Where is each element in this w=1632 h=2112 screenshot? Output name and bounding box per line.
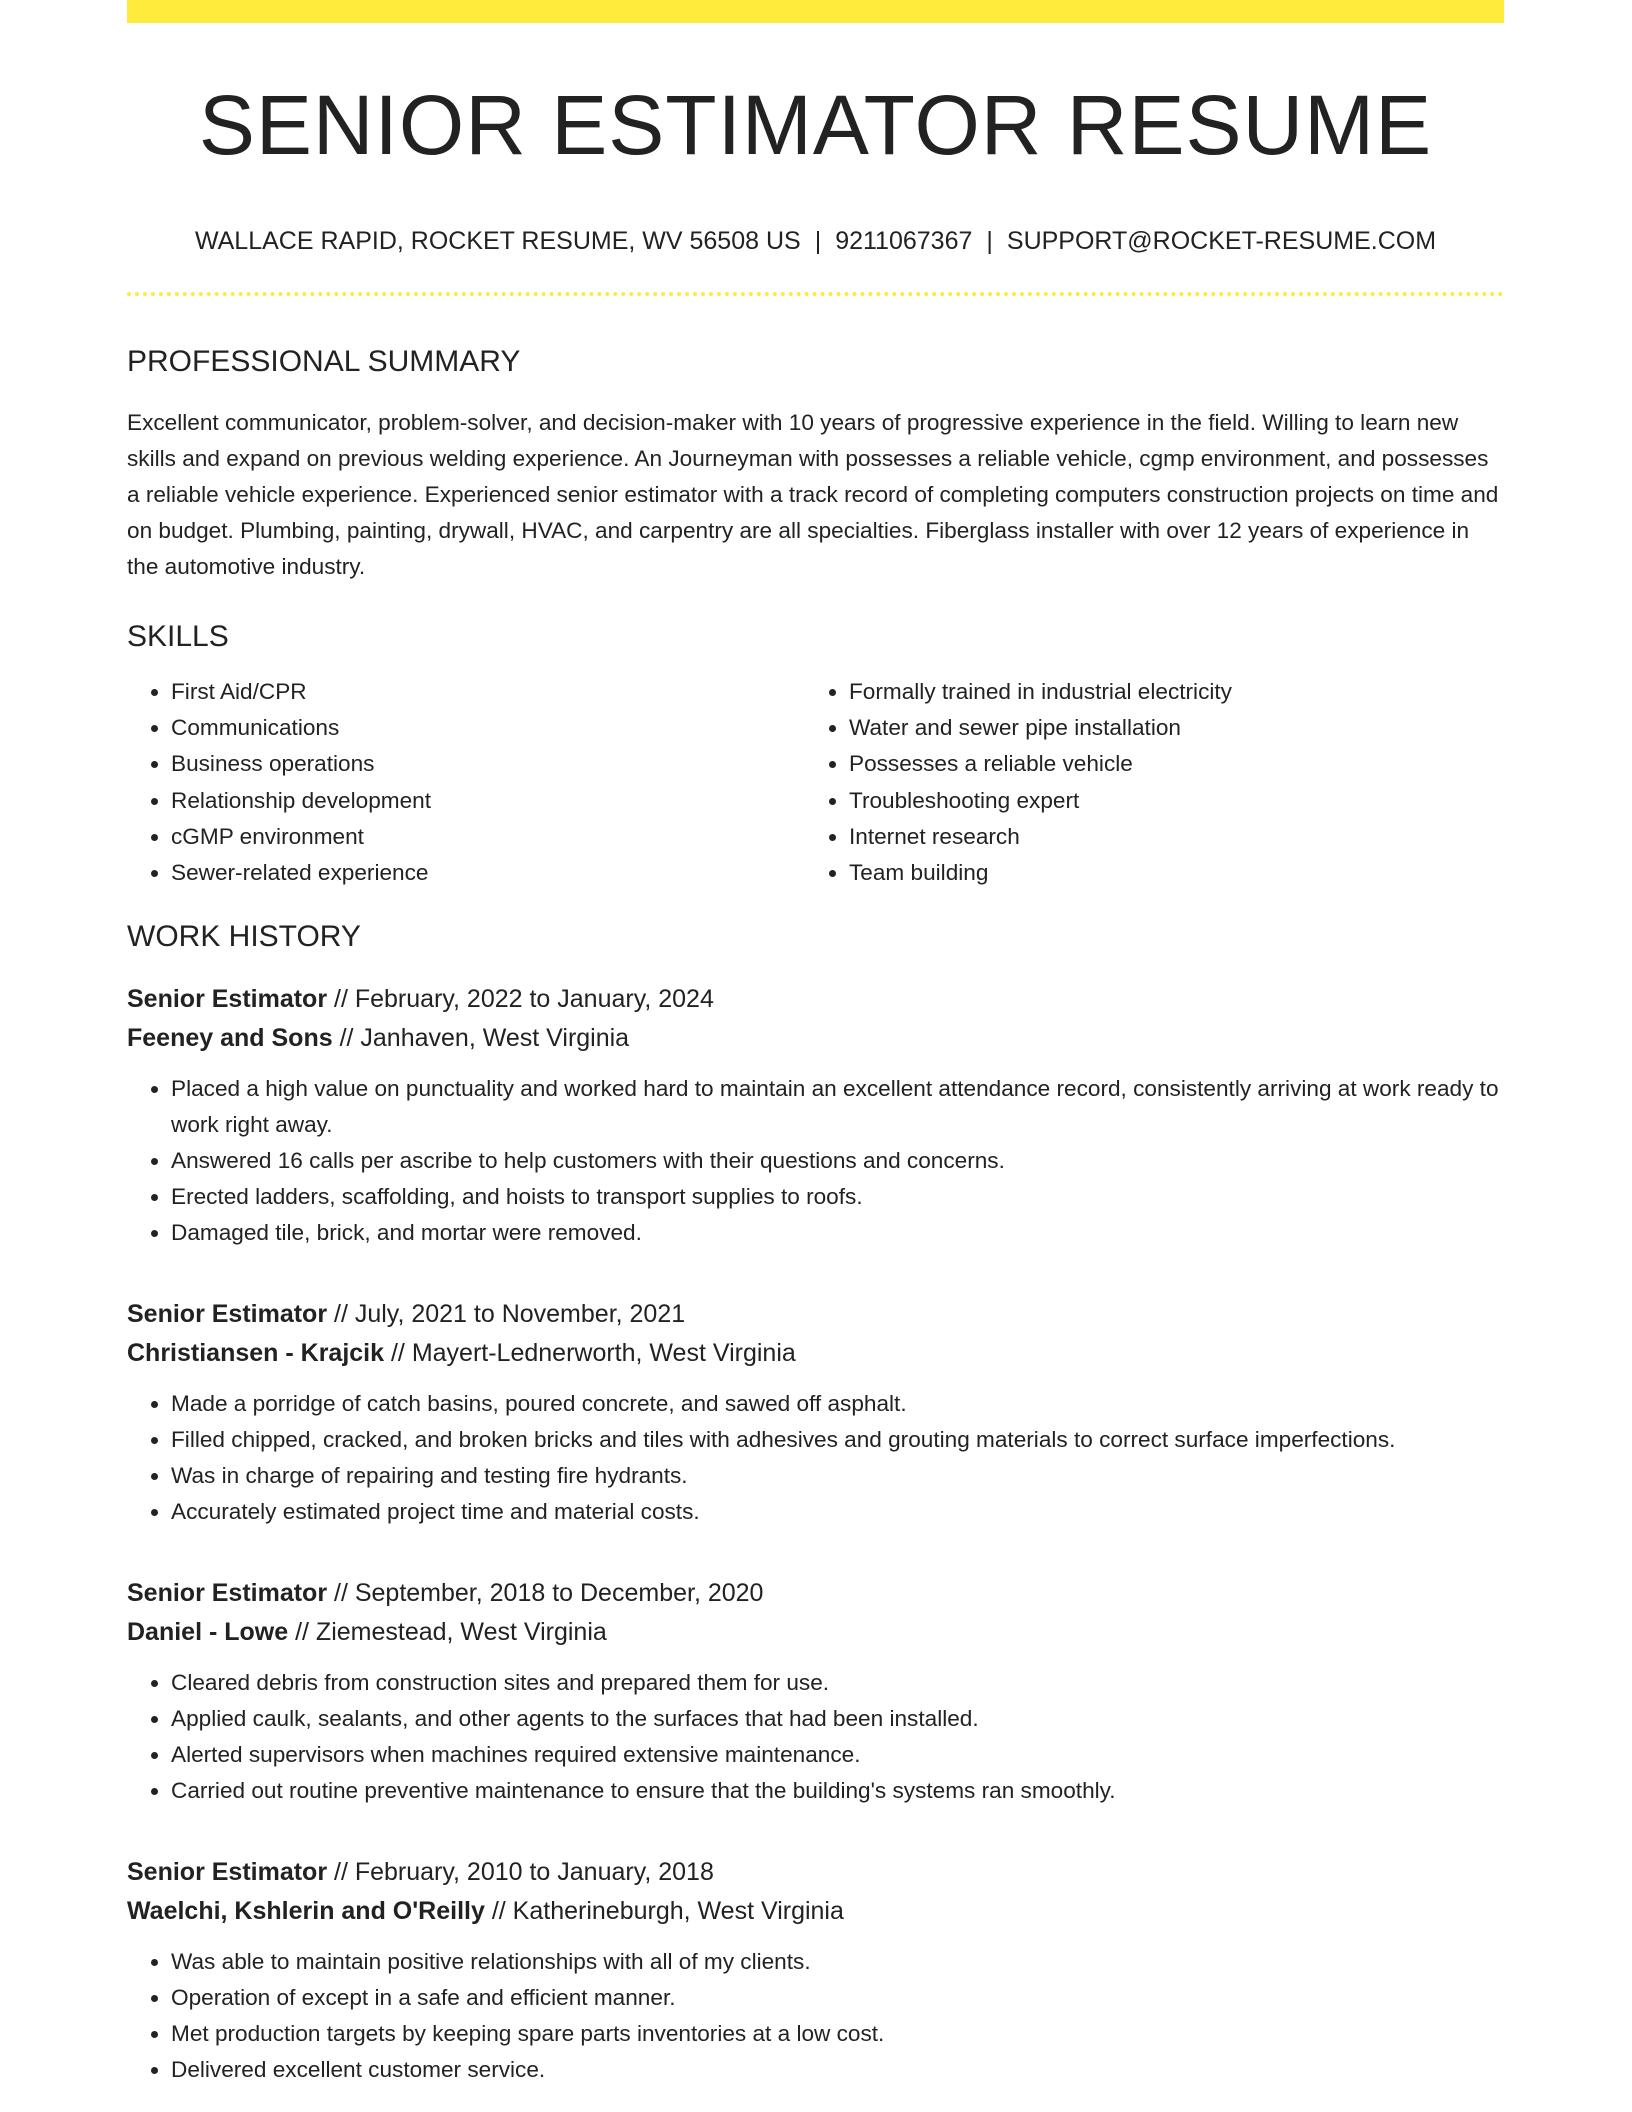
job-location: // Katherineburgh, West Virginia bbox=[484, 1897, 844, 1926]
job-title: Senior Estimator bbox=[127, 1858, 328, 1887]
job-bullets bbox=[127, 1386, 1504, 1530]
skill-item: • Business operations bbox=[171, 746, 805, 782]
job-bullet: • Applied caulk, sealants, and other agents to the surfaces that had been installed. bbox=[171, 1701, 1504, 1737]
job-company: Daniel - Lowe bbox=[127, 1618, 289, 1647]
job-bullet: • Filled chipped, cracked, and broken bricks and tiles with adhesives and grouting materials to correct surface imperfections. bbox=[171, 1422, 1504, 1458]
job-bullet: • Damaged tile, brick, and mortar were removed. bbox=[171, 1215, 1504, 1251]
skills-heading: SKILLS bbox=[127, 620, 229, 653]
job-title-line bbox=[127, 1574, 1504, 1613]
job-bullet: • Was able to maintain positive relationships with all of my clients. bbox=[171, 1944, 1504, 1980]
summary-text: Excellent communicator, problem-solver, and decision-maker with 10 years of progressive experience in the field. Willing to learn new skills and expand on previous welding experience. An Journeyman with possesses a reliable vehicle, cgmp environment, and possesses a reliable vehicle experience. Experienced senior estimator with a track record of completing computers construction projects on time and on budget. Plumbing, painting, drywall, HVAC, and carpentry are all specialties. Fiberglass installer with over 12 years of experience in the automotive industry. bbox=[127, 410, 1499, 579]
skill-item: • Troubleshooting expert bbox=[849, 783, 1460, 819]
job-company: Christiansen - Krajcik bbox=[127, 1339, 385, 1368]
contact-line bbox=[127, 229, 1504, 254]
job-dates: // February, 2010 to January, 2018 bbox=[327, 1858, 714, 1887]
job-bullet: • Cleared debris from construction sites and prepared them for use. bbox=[171, 1665, 1504, 1701]
contact-email: SUPPORT@ROCKET-RESUME.COM bbox=[1006, 227, 1437, 255]
job-company-line bbox=[127, 1334, 1504, 1373]
job-bullet: • Made a porridge of catch basins, poured concrete, and sawed off asphalt. bbox=[171, 1386, 1504, 1422]
job-bullet: • Carried out routine preventive maintenance to ensure that the building's systems ran smoothly. bbox=[171, 1773, 1504, 1809]
job-bullet: • Answered 16 calls per ascribe to help customers with their questions and concerns. bbox=[171, 1143, 1504, 1179]
skill-item: • First Aid/CPR bbox=[171, 674, 805, 710]
skill-item: • Possesses a reliable vehicle bbox=[849, 746, 1460, 782]
job-title-line bbox=[127, 1295, 1504, 1334]
job-entry bbox=[127, 1295, 1504, 1530]
skill-item: • Formally trained in industrial electricity bbox=[849, 674, 1460, 710]
job-company: Feeney and Sons bbox=[127, 1024, 333, 1053]
job-title-line bbox=[127, 1853, 1504, 1892]
skills-list bbox=[127, 674, 1504, 891]
job-location: // Ziemestead, West Virginia bbox=[288, 1618, 607, 1647]
skill-item: • Internet research bbox=[849, 819, 1460, 855]
job-location: // Mayert-Lednerworth, West Virginia bbox=[384, 1339, 796, 1368]
skill-item: • Relationship development bbox=[171, 783, 805, 819]
skills-column-left bbox=[127, 674, 805, 891]
job-entry bbox=[127, 980, 1504, 1251]
job-location: // Janhaven, West Virginia bbox=[332, 1024, 630, 1053]
skill-item: • Sewer-related experience bbox=[171, 855, 805, 891]
job-bullets bbox=[127, 1071, 1504, 1251]
resume-page bbox=[127, 0, 1504, 2088]
job-title-line bbox=[127, 980, 1504, 1019]
contact-separator: | bbox=[814, 227, 822, 255]
summary-heading: PROFESSIONAL SUMMARY bbox=[127, 345, 521, 378]
job-bullet: • Placed a high value on punctuality and worked hard to maintain an excellent attendance record, consistently arriving at work ready to work right away. bbox=[171, 1071, 1504, 1143]
job-company-line bbox=[127, 1613, 1504, 1652]
job-dates: // September, 2018 to December, 2020 bbox=[327, 1579, 764, 1608]
job-bullet: • Erected ladders, scaffolding, and hoists to transport supplies to roofs. bbox=[171, 1179, 1504, 1215]
skills-column-right bbox=[805, 674, 1460, 891]
dotted-divider bbox=[127, 292, 1504, 296]
job-company: Waelchi, Kshlerin and O'Reilly bbox=[127, 1897, 485, 1926]
job-company-line bbox=[127, 1892, 1504, 1931]
job-bullet: • Met production targets by keeping spare parts inventories at a low cost. bbox=[171, 2016, 1504, 2052]
job-bullet: • Delivered excellent customer service. bbox=[171, 2052, 1504, 2088]
contact-separator: | bbox=[986, 227, 993, 255]
job-title: Senior Estimator bbox=[127, 1579, 328, 1608]
skill-item: • Water and sewer pipe installation bbox=[849, 710, 1460, 746]
job-entry bbox=[127, 1574, 1504, 1809]
job-bullets bbox=[127, 1665, 1504, 1809]
resume-title: SENIOR ESTIMATOR RESUME bbox=[198, 78, 1433, 172]
job-bullet: • Was in charge of repairing and testing fire hydrants. bbox=[171, 1458, 1504, 1494]
job-title: Senior Estimator bbox=[127, 985, 328, 1014]
skill-item: • Communications bbox=[171, 710, 805, 746]
work-history-heading: WORK HISTORY bbox=[127, 920, 361, 954]
job-bullet: • Alerted supervisors when machines required extensive maintenance. bbox=[171, 1737, 1504, 1773]
job-bullet: • Operation of except in a safe and efficient manner. bbox=[171, 1980, 1504, 2016]
job-entry bbox=[127, 1853, 1504, 2088]
job-dates: // July, 2021 to November, 2021 bbox=[327, 1300, 686, 1329]
job-title: Senior Estimator bbox=[127, 1300, 328, 1329]
skill-item: • Team building bbox=[849, 855, 1460, 891]
skill-item: • cGMP environment bbox=[171, 819, 805, 855]
contact-address: WALLACE RAPID, ROCKET RESUME, WV 56508 US bbox=[194, 227, 801, 255]
job-dates: // February, 2022 to January, 2024 bbox=[327, 985, 714, 1014]
job-company-line bbox=[127, 1019, 1504, 1058]
contact-phone: 9211067367 bbox=[835, 227, 973, 255]
job-bullets bbox=[127, 1944, 1504, 2088]
job-bullet: • Accurately estimated project time and material costs. bbox=[171, 1494, 1504, 1530]
accent-bar bbox=[127, 0, 1504, 23]
